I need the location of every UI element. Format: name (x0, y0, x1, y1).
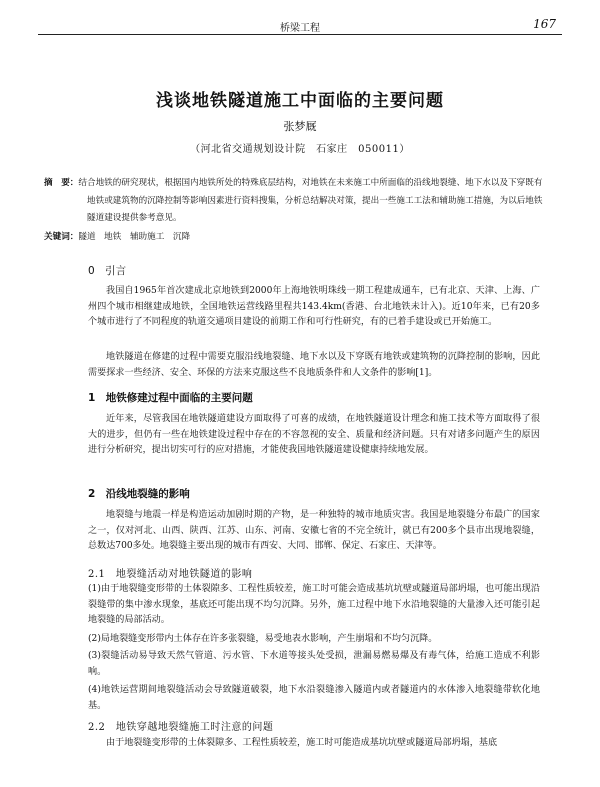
section-2-paragraph-1: 地裂缝与地震一样是构造运动加剧时期的产物，是一种独特的城市地质灾害。我国是地裂缝分布最广的国家之一，仅对河北、山西、陕西、江苏、山东、河南、安徽七省的不完全统计，就已有200多个县市出现地裂缝，总数达700多处。地裂缝主要出现的城市有西安、大同、邯郸、保定、石家庄、天津等。 (88, 510, 540, 552)
article-author: 张梦厩 (283, 120, 317, 133)
section-0-paragraph-1: 我国自1965年首次建成北京地铁到2000年上海地铁明珠线一期工程建成通车，已有北京、天津、上海、广州四个城市相继建成地铁，全国地铁运营线路里程共143.4km(香港、台北地铁未计入)。近10年来，已有20多个城市进行了不同程度的轨道交通项目建设的前期工作和可行性研究，有的已着手建设或已开始施工。 (88, 286, 540, 328)
subsection-2-2-paragraph: 由于地裂缝变形带的土体裂隙多、工程性质较差，施工时可能造成基坑坑壁或隧道局部坍塌，基底 (106, 738, 498, 748)
subsection-2-1-item-2: (2)局地裂缝变形带内土体存在许多张裂缝，易受地表水影响，产生崩塌和不均匀沉降。 (88, 634, 438, 644)
abstract-text: 结合地铁的研究现状，根据国内地铁所处的特殊底层结构，对地铁在未来施工中所面临的沿线地裂缝、地下水以及下穿既有地铁或建筑物的沉降控制等影响因素进行资料搜集，分析总结解决对策，提出一些施工工法和辅助施工措施，为以后地铁隧道建设提供参考意见。 (78, 178, 543, 223)
section-2-heading: 2 沿线地裂缝的影响 (88, 488, 190, 500)
keywords-text: 隧道 地铁 辅助施工 沉降 (78, 232, 191, 242)
running-header (38, 14, 562, 35)
keywords (44, 230, 546, 244)
subsection-2-1-item-3: (3)裂缝活动易导致天然气管道、污水管、下水道等接头处受损，泄漏易燃易爆及有毒气体，给施工造成不利影响。 (88, 651, 540, 677)
abstract-label: 摘 要： (44, 178, 79, 188)
section-0-heading: 0 引言 (88, 265, 127, 277)
section-0-paragraph-2: 地铁隧道在修建的过程中需要克服沿线地裂缝、地下水以及下穿既有地铁或建筑物的沉降控制的影响，因此需要探求一些经济、安全、环保的方法来克服这些不良地质条件和人文条件的影响[1]。 (88, 352, 540, 378)
journal-name: 桥梁工程 (280, 23, 320, 34)
author-affiliation: （河北省交通规划设计院 石家庄 050011） (190, 144, 410, 155)
keywords-label: 关键词： (44, 232, 79, 242)
page-number: 167 (533, 17, 556, 31)
article-title: 浅谈地铁隧道施工中面临的主要问题 (156, 91, 444, 111)
subsection-2-1-item-4: (4)地铁运营期间地裂缝活动会导致隧道破裂，地下水沿裂缝渗入隧道内或者隧道内的水体渗入地裂缝带软化地基。 (88, 685, 540, 711)
subsection-2-1-heading: 2.1 地裂缝活动对地铁隧道的影响 (88, 569, 253, 580)
abstract (44, 175, 546, 228)
subsection-2-1-item-1: (1)由于地裂缝变形带的土体裂隙多、工程性质较差，施工时可能会造成基坑坑壁或隧道局部坍塌，也可能出现沿裂缝带的集中渗水现象，基底还可能出现不均匀沉降。另外，施工过程中地下水沿地裂缝的大量渗入还可能引起地裂缝的局部活动。 (88, 584, 540, 626)
section-1-heading: 1 地铁修建过程中面临的主要问题 (88, 392, 253, 404)
section-1-paragraph-1: 近年来，尽管我国在地铁隧道建设方面取得了可喜的成绩，在地铁隧道设计理念和施工技术等方面取得了很大的进步，但仍有一些在地铁建设过程中存在的不容忽视的安全、质量和经济问题。只有对诸多问题产生的原因进行分析研究，提出切实可行的应对措施，才能使我国地铁隧道建设健康持续地发展。 (88, 414, 540, 456)
subsection-2-2-heading: 2.2 地铁穿越地裂缝施工时注意的问题 (88, 722, 274, 733)
